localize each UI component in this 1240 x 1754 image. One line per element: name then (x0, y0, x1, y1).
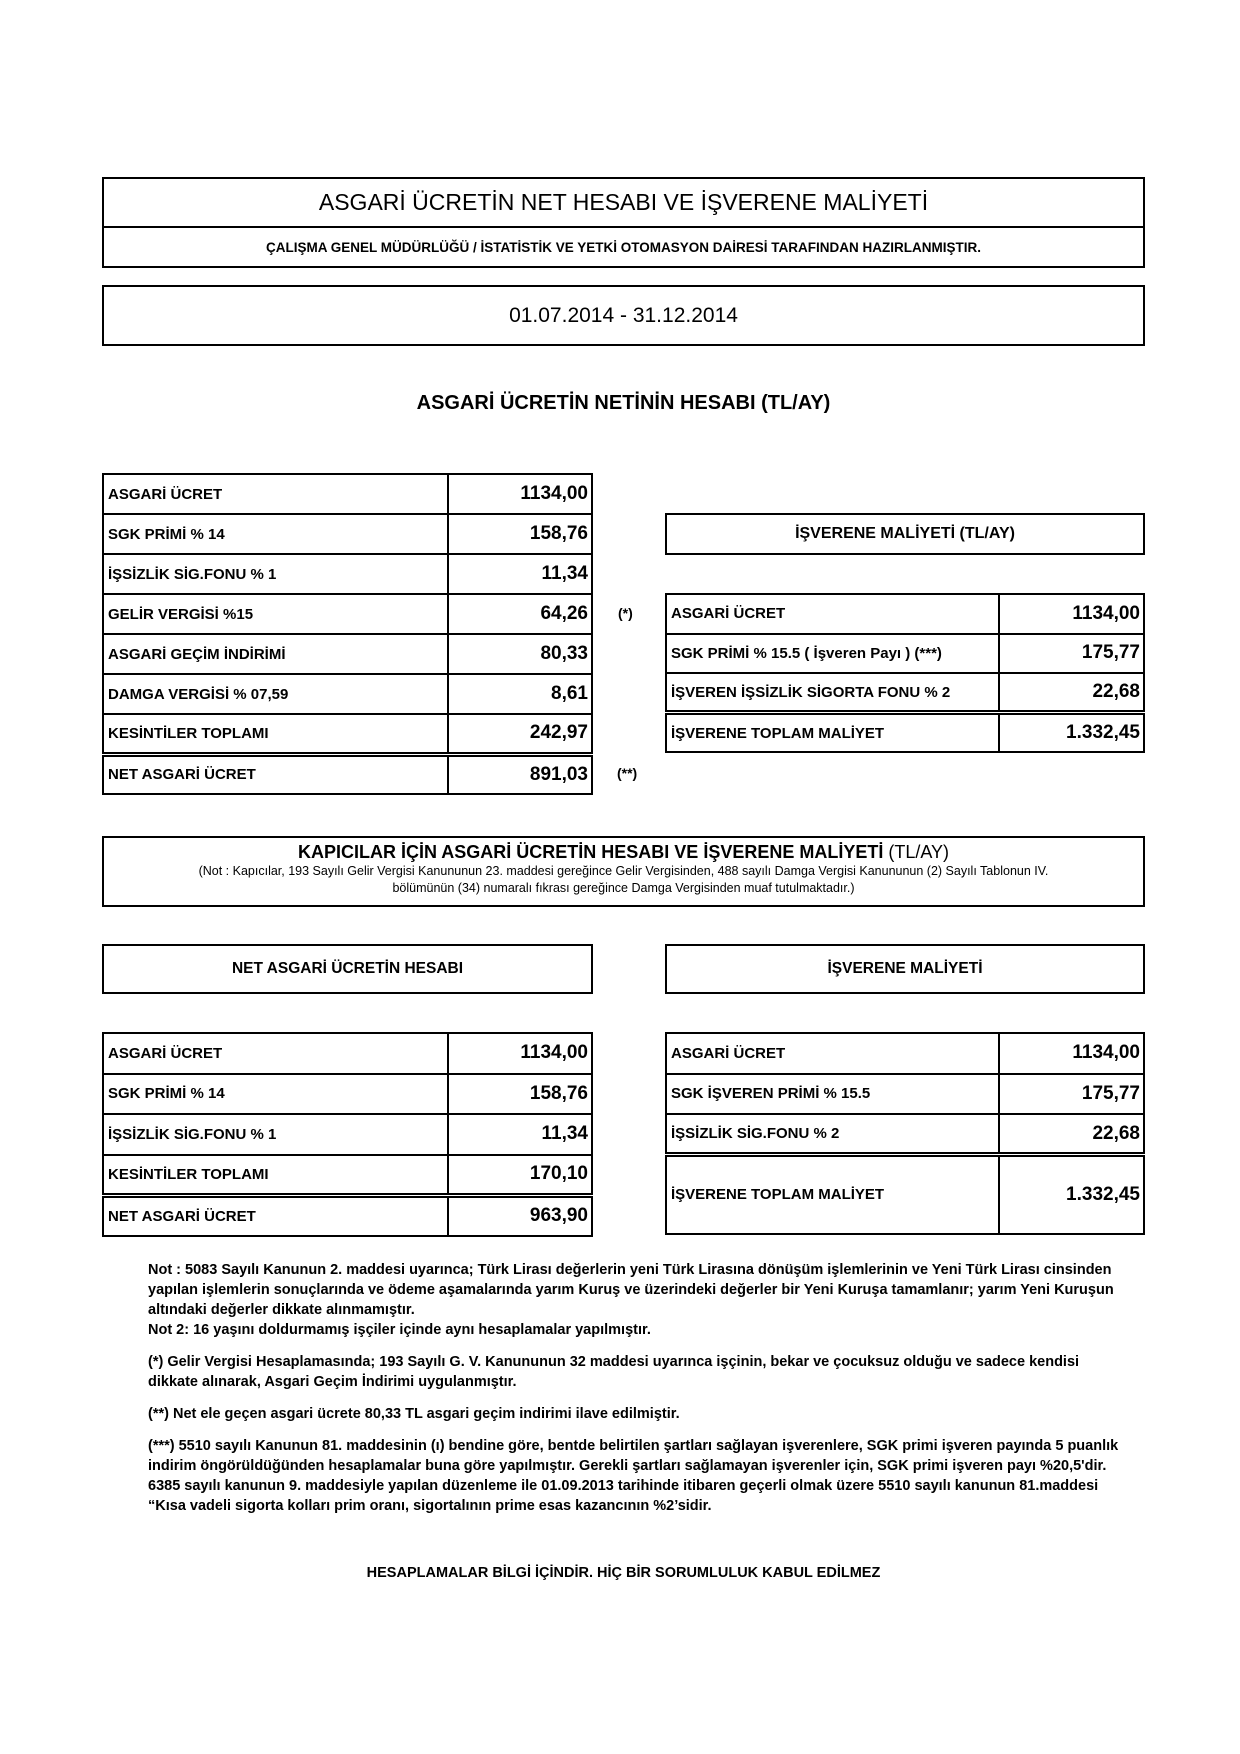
doorman-note-line: bölümünün (34) numaralı fıkrası gereğince Damga Vergisinden muaf tutulmaktadır.) (392, 881, 855, 895)
table-row (103, 514, 592, 554)
doorman-section-box (102, 836, 1145, 907)
row-label: SGK PRİMİ % 14 (103, 1074, 448, 1115)
period-box (102, 285, 1145, 346)
row-label: KESİNTİLER TOPLAMI (103, 1155, 448, 1196)
row-label: KESİNTİLER TOPLAMI (103, 714, 448, 754)
table-row (103, 1074, 592, 1115)
row-value: 64,26 (448, 594, 592, 634)
table-row (666, 673, 1144, 713)
row-value: 242,97 (448, 714, 592, 754)
table-row (666, 634, 1144, 674)
row-label: ASGARİ ÜCRET (666, 1033, 999, 1074)
row-label: İŞVERENE TOPLAM MALİYET (666, 1155, 999, 1234)
table-row (666, 1074, 1144, 1115)
doorman-title-text: KAPICILAR İÇİN ASGARİ ÜCRETİN HESABI VE İŞVERENE MALİYETİ (297, 842, 884, 862)
row-label: ASGARİ ÜCRET (103, 1033, 448, 1074)
table-row (666, 1114, 1144, 1155)
doorman-section-title (104, 842, 1143, 863)
title-box (102, 177, 1145, 268)
table-row (103, 554, 592, 594)
doorman-note-line: (Not : Kapıcılar, 193 Sayılı Gelir Vergisi Kanununun 23. maddesi gereğince Gelir Vergisinden, 488 sayılı Damga Vergisi Kanununun (2) Sayılı Tablonun IV. (198, 864, 1049, 878)
net-wage-table (102, 473, 593, 795)
row-value: 175,77 (999, 634, 1144, 674)
row-label: İŞVERENE TOPLAM MALİYET (666, 713, 999, 753)
table-row (103, 714, 592, 754)
row-value: 891,03 (448, 754, 592, 794)
table-row-total (103, 1195, 592, 1236)
table-row (103, 674, 592, 714)
footnote-mark-income-tax: (*) (618, 605, 633, 621)
table-row-total (666, 713, 1144, 753)
doorman-note (104, 863, 1143, 897)
table-row (103, 1155, 592, 1196)
net-section-heading: ASGARİ ÜCRETİN NETİNİN HESABI (TL/AY) (416, 391, 831, 414)
table-row-total (666, 1155, 1144, 1234)
doorman-net-table (102, 1032, 593, 1237)
doorman-cost-table (665, 1032, 1145, 1235)
employer-cost-table (665, 593, 1145, 753)
page-title: ASGARİ ÜCRETİN NET HESABI VE İŞVERENE MALİYETİ (104, 179, 1143, 228)
table-row (103, 474, 592, 514)
row-label: SGK İŞVEREN PRİMİ % 15.5 (666, 1074, 999, 1115)
row-value: 1134,00 (448, 1033, 592, 1074)
row-value: 963,90 (448, 1195, 592, 1236)
table-row (666, 1033, 1144, 1074)
period-range: 01.07.2014 - 31.12.2014 (509, 303, 738, 327)
employer-cost-heading: İŞVERENE MALİYETİ (TL/AY) (665, 513, 1145, 555)
row-value: 170,10 (448, 1155, 592, 1196)
row-label: İŞVEREN İŞSİZLİK SİGORTA FONU % 2 (666, 673, 999, 713)
row-value: 1.332,45 (999, 1155, 1144, 1234)
page-subtitle: ÇALIŞMA GENEL MÜDÜRLÜĞÜ / İSTATİSTİK VE YETKİ OTOMASYON DAİRESİ TARAFINDAN HAZIRLANMIŞTIR. (265, 240, 981, 255)
row-label: GELİR VERGİSİ %15 (103, 594, 448, 634)
row-label: ASGARİ ÜCRET (666, 594, 999, 634)
row-label: SGK PRİMİ % 14 (103, 514, 448, 554)
footnote-net-wage: (**) Net ele geçen asgari ücrete 80,33 TL asgari geçim indirimi ilave edilmiştir. (148, 1406, 680, 1422)
table-row-total (103, 754, 592, 794)
row-value: 11,34 (448, 1114, 592, 1155)
table-row (103, 634, 592, 674)
disclaimer: HESAPLAMALAR BİLGİ İÇİNDİR. HİÇ BİR SORUMLULUK KABUL EDİLMEZ (366, 1565, 881, 1581)
footnote-sgk: (***) 5510 sayılı Kanunun 81. maddesinin (ı) bendine göre, bentde belirtilen şartları sağlayan işverenlere, SGK primi işveren payında 5 puanlık indirim öngörüldüğünden hesaplamalar buna göre yapılmıştır. Gerekli şartları sağlamayan işverenler için, SGK primi işveren payı %20,5'dir. 6385 sayılı kanunun 9. maddesiyle yapılan düzenleme ile 01.09.2013 tarihinde itibaren geçerli olmak üzere 5510 sayılı kanunun 81.maddesi “Kısa vadeli sigorta kolları prim oranı, sigortalının prime esas kazancının %2’sidir. (148, 1438, 1119, 1514)
row-value: 175,77 (999, 1074, 1144, 1115)
row-value: 22,68 (999, 1114, 1144, 1155)
table-row (103, 1114, 592, 1155)
row-label: İŞSİZLİK SİG.FONU % 1 (103, 554, 448, 594)
footnote-mark-net-wage: (**) (617, 765, 638, 781)
doorman-cost-heading: İŞVERENE MALİYETİ (665, 944, 1145, 994)
row-label: İŞSİZLİK SİG.FONU % 1 (103, 1114, 448, 1155)
row-value: 80,33 (448, 634, 592, 674)
notes-section (148, 1260, 1128, 1528)
doorman-title-unit: (TL/AY) (888, 842, 950, 862)
table-row (666, 594, 1144, 634)
table-row (103, 1033, 592, 1074)
footnote-income-tax: (*) Gelir Vergisi Hesaplamasında; 193 Sayılı G. V. Kanununun 32 maddesi uyarınca işçinin, bekar ve çocuksuz olduğu ve sadece kendisi dikkate alınarak, Asgari Geçim İndirimi uygulanmıştır. (148, 1354, 1080, 1390)
row-value: 22,68 (999, 673, 1144, 713)
row-label: DAMGA VERGİSİ % 07,59 (103, 674, 448, 714)
row-label: NET ASGARİ ÜCRET (103, 1195, 448, 1236)
row-label: NET ASGARİ ÜCRET (103, 754, 448, 794)
note-rounding: Not : 5083 Sayılı Kanunun 2. maddesi uyarınca; Türk Lirası değerlerin yeni Türk Lirasına dönüşüm işlemlerinin ve Yeni Türk Lirası cinsinden yapılan işlemlerin sonuçlarında ve ödeme aşamalarında yarım Kuruş ve üzerindeki değerler bir Yeni Kuruşa tamamlanır; yarım Yeni Kuruşun altındaki değerler dikkate alınmamıştır. (148, 1262, 1114, 1318)
row-label: SGK PRİMİ % 15.5 ( İşveren Payı ) (***) (666, 634, 999, 674)
row-label: ASGARİ ÜCRET (103, 474, 448, 514)
table-row (103, 594, 592, 634)
row-value: 1134,00 (999, 594, 1144, 634)
note-minors: Not 2: 16 yaşını doldurmamış işçiler içinde aynı hesaplamalar yapılmıştır. (148, 1322, 651, 1338)
doorman-net-heading: NET ASGARİ ÜCRETİN HESABI (102, 944, 593, 994)
row-label: ASGARİ GEÇİM İNDİRİMİ (103, 634, 448, 674)
row-value: 1.332,45 (999, 713, 1144, 753)
row-value: 8,61 (448, 674, 592, 714)
row-value: 158,76 (448, 1074, 592, 1115)
row-value: 11,34 (448, 554, 592, 594)
row-value: 158,76 (448, 514, 592, 554)
row-value: 1134,00 (448, 474, 592, 514)
row-value: 1134,00 (999, 1033, 1144, 1074)
row-label: İŞSİZLİK SİG.FONU % 2 (666, 1114, 999, 1155)
